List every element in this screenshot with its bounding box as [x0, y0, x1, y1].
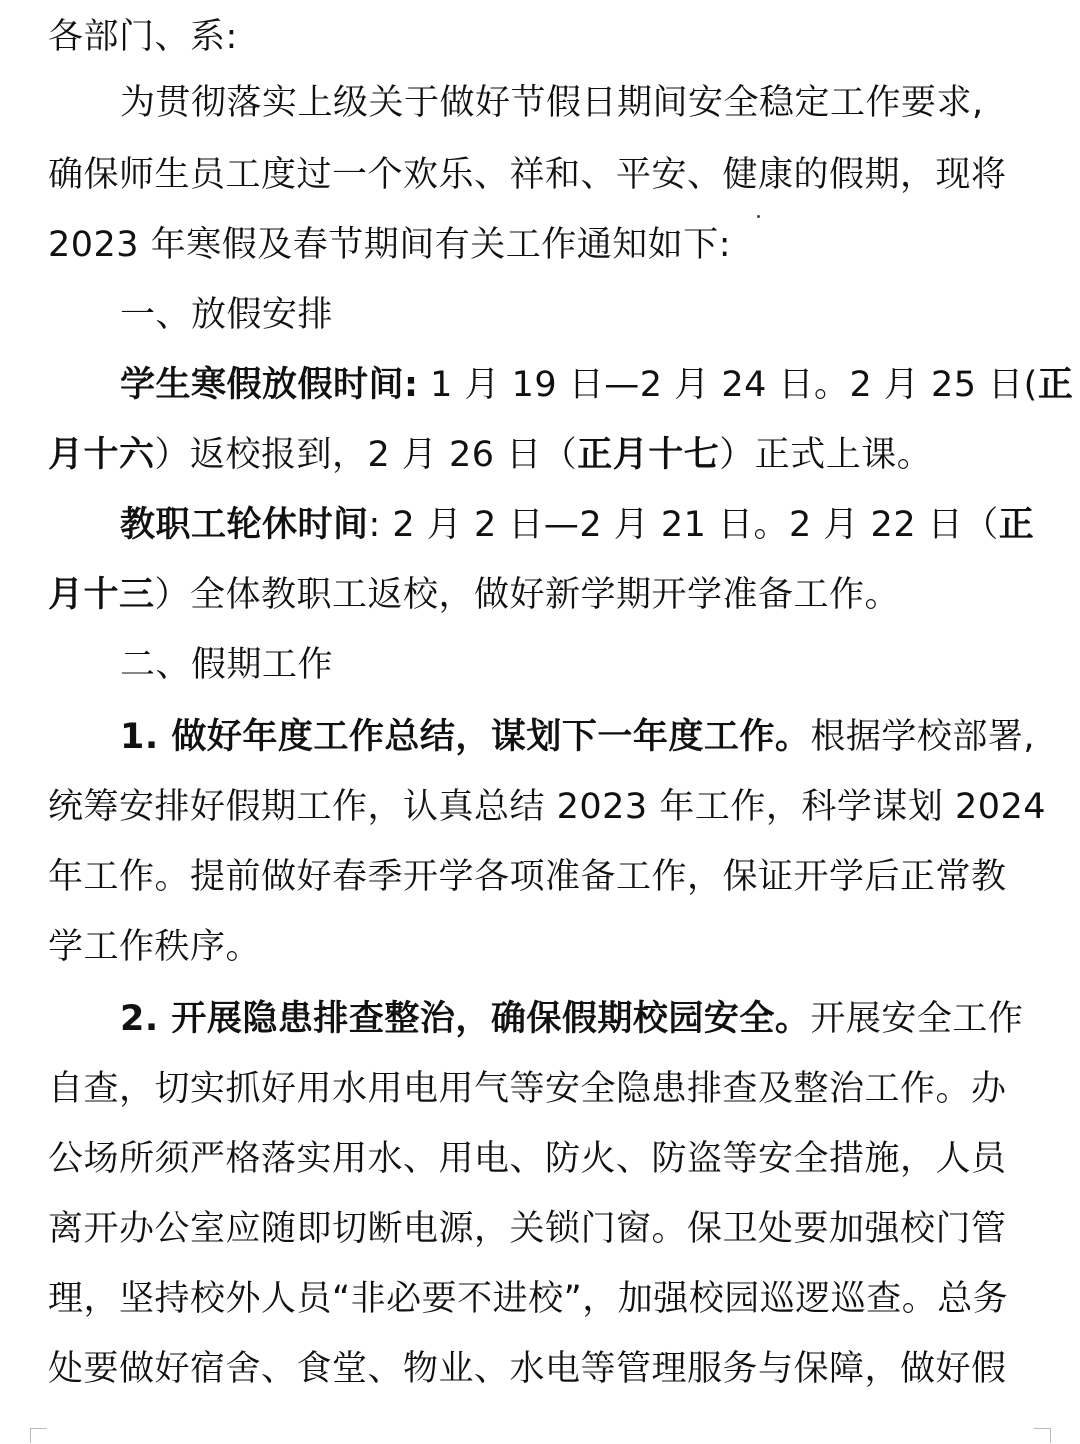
- paragraph-line: 2023 年寒假及春节期间有关工作通知如下:: [48, 225, 731, 265]
- paragraph-line: 统筹安排好假期工作，认真总结 2023 年工作，科学谋划 2024: [48, 787, 1047, 827]
- paragraph-line: [48, 568, 1038, 622]
- bold-item-title: 2. 开展隐患排查整治，确保假期校园安全。: [120, 999, 811, 1039]
- bold-item-title: 1. 做好年度工作总结，谋划下一年度工作。: [120, 717, 811, 757]
- salutation: 各部门、系:: [48, 17, 238, 57]
- paragraph-line: 确保师生员工度过一个欢乐、祥和、平安、健康的假期，现将: [48, 155, 1007, 195]
- section-heading: 二、假期工作: [120, 645, 334, 685]
- text-run: 根据学校部署,: [810, 717, 1035, 757]
- paragraph-line: [120, 710, 1038, 764]
- paragraph-line: 理，坚持校外人员“非必要不进校”，加强校园巡逻巡查。总务: [48, 1279, 1009, 1319]
- stray-dot: [757, 215, 760, 218]
- paragraph-line: [48, 428, 1038, 482]
- paragraph-line: [120, 498, 1038, 552]
- text-run: : 2 月 2 日—2 月 21 日。2 月 22 日（: [368, 505, 999, 545]
- bold-text: 正月十七: [577, 435, 720, 475]
- bold-text: 正: [1037, 365, 1074, 405]
- bold-text: 正: [998, 505, 1035, 545]
- paragraph-line: 年工作。提前做好春季开学各项准备工作，保证开学后正常教: [48, 857, 1007, 897]
- text-run: 1 月 19 日—2 月 24 日。2 月 25 日(: [418, 365, 1038, 405]
- text-run: ）全体教职工返校，做好新学期开学准备工作。: [154, 575, 901, 615]
- page-corner-mark-right: [1034, 1428, 1051, 1443]
- bold-text: 月十六: [48, 435, 155, 475]
- section-heading: 一、放假安排: [120, 295, 334, 335]
- bold-text: 月十三: [48, 575, 155, 615]
- page-corner-mark-left: [30, 1428, 47, 1443]
- paragraph-line: 公场所须严格落实用水、用电、防火、防盗等安全措施，人员: [48, 1139, 1007, 1179]
- paragraph-line: [120, 992, 1038, 1046]
- paragraph-line: 处要做好宿舍、食堂、物业、水电等管理服务与保障，做好假: [48, 1349, 1007, 1389]
- bold-label: 学生寒假放假时间:: [120, 365, 419, 405]
- paragraph-line: [120, 358, 1074, 412]
- paragraph-line: 学工作秩序。: [48, 927, 262, 967]
- paragraph-line: 自查，切实抓好用水用电用气等安全隐患排查及整治工作。办: [48, 1069, 1007, 1109]
- text-run: 开展安全工作: [810, 999, 1024, 1039]
- paragraph-line: 离开办公室应随即切断电源，关锁门窗。保卫处要加强校门管: [48, 1209, 1007, 1249]
- text-run: ）返校报到，2 月 26 日（: [154, 435, 578, 475]
- text-run: ）正式上课。: [719, 435, 933, 475]
- paragraph-line: 为贯彻落实上级关于做好节假日期间安全稳定工作要求,: [120, 83, 984, 123]
- bold-label: 教职工轮休时间: [120, 505, 369, 545]
